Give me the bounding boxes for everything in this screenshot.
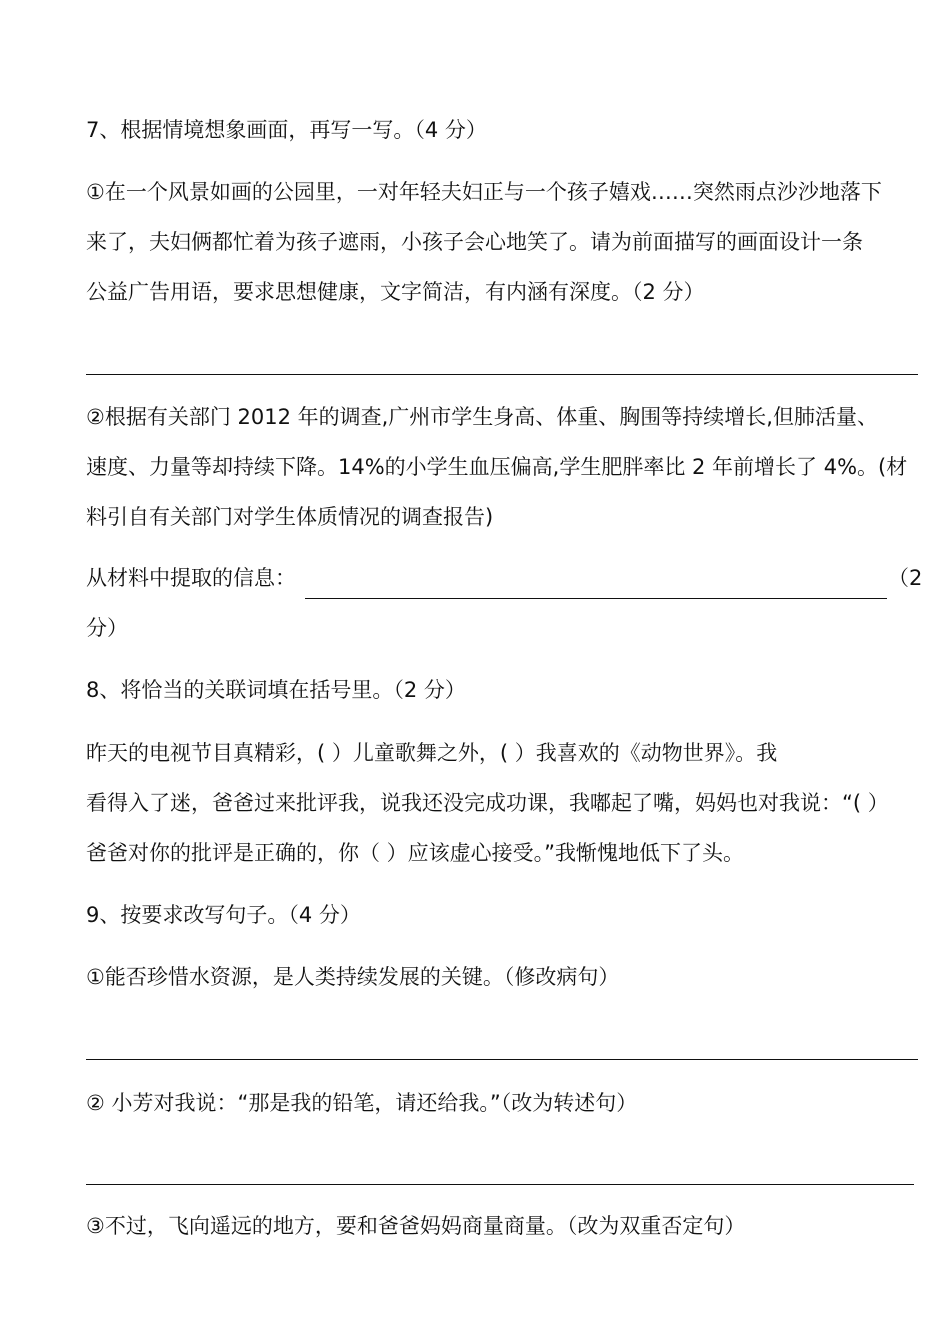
q9-item1: ①能否珍惜水资源，是人类持续发展的关键。（修改病句） xyxy=(86,965,620,989)
q7-part2-line2: 速度、力量等却持续下降。14%的小学生血压偏高,学生肥胖率比 2 年前增长了 4%。(材 xyxy=(86,455,908,479)
q7-extract-points-a: （2 xyxy=(888,566,923,590)
q9-item1-answer-line[interactable] xyxy=(86,1059,918,1060)
q8-line3: 爸爸对你的批评是正确的，你（ ）应该虚心接受。”我惭愧地低下了头。 xyxy=(86,841,745,865)
q8-title: 8、将恰当的关联词填在括号里。（2 分） xyxy=(86,678,466,702)
q7-part2-line1: ②根据有关部门 2012 年的调查,广州市学生身高、体重、胸围等持续增长,但肺活量、 xyxy=(86,405,878,429)
q7-part1-line2: 来了，夫妇俩都忙着为孩子遮雨，小孩子会心地笑了。请为前面描写的画面设计一条 xyxy=(86,230,863,254)
q9-item2: ② 小芳对我说：“那是我的铅笔，请还给我。”（改为转述句） xyxy=(86,1091,638,1115)
q7-answer-line-1[interactable] xyxy=(86,374,918,375)
q7-extract-answer-line[interactable] xyxy=(305,598,887,599)
q9-item2-answer-line[interactable] xyxy=(86,1184,914,1185)
q7-part2-line3: 料引自有关部门对学生体质情况的调查报告) xyxy=(86,505,494,529)
q7-extract-points-b: 分） xyxy=(86,616,128,640)
q8-line1: 昨天的电视节目真精彩，( ）儿童歌舞之外，( ）我喜欢的《动物世界》。我 xyxy=(86,741,778,765)
q7-part1-line1: ①在一个风景如画的公园里，一对年轻夫妇正与一个孩子嬉戏……突然雨点沙沙地落下 xyxy=(86,180,882,204)
q8-line2: 看得入了迷，爸爸过来批评我，说我还没完成功课，我嘟起了嘴，妈妈也对我说：“( ） xyxy=(86,791,889,815)
q7-part1-line3: 公益广告用语，要求思想健康，文字简洁，有内涵有深度。（2 分） xyxy=(86,280,705,304)
q7-extract-label: 从材料中提取的信息： xyxy=(86,566,296,590)
q7-title: 7、根据情境想象画面，再写一写。（4 分） xyxy=(86,118,487,142)
q9-title: 9、按要求改写句子。（4 分） xyxy=(86,903,361,927)
q9-item3: ③不过，飞向遥远的地方，要和爸爸妈妈商量商量。（改为双重否定句） xyxy=(86,1214,746,1238)
